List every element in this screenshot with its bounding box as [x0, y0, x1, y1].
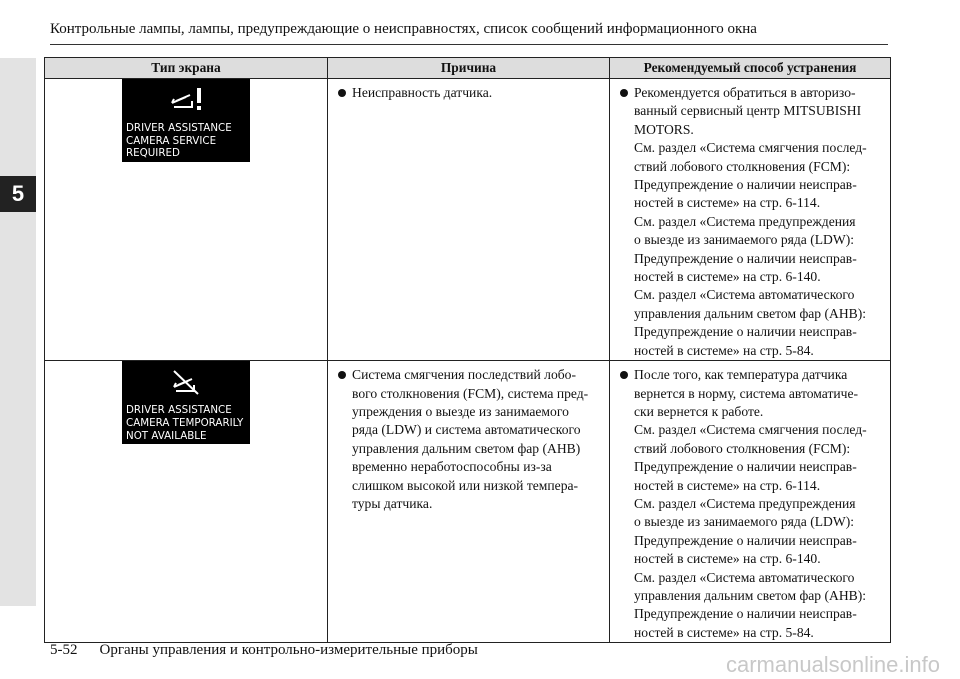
camera-warning-icon: [170, 87, 204, 111]
remedy-line: ностей в системе» на стр. 6-114.: [634, 195, 821, 211]
cause-line: ряда (LDW) и система автоматического: [352, 422, 581, 438]
remedy-line: ствий лобового столкновения (FCM):: [634, 158, 851, 174]
remedy-line: После того, как температура датчика: [634, 367, 848, 383]
column-header-remedy: Рекомендуемый способ устранения: [610, 58, 891, 79]
cause-cell: [328, 79, 610, 361]
remedy-line: См. раздел «Система предупреждения: [634, 495, 856, 511]
cause-line: Неисправность датчика.: [352, 85, 493, 100]
remedy-line: Предупреждение о наличии неисправ-: [634, 177, 857, 193]
bullet-icon: [338, 371, 346, 379]
display-line: CAMERA TEMPORARILY: [126, 416, 244, 429]
camera-unavailable-display: [122, 361, 250, 444]
remedy-line: См. раздел «Система смягчения послед-: [634, 422, 867, 438]
bullet-icon: [338, 89, 346, 97]
remedy-line: о выезде из занимаемого ряда (LDW):: [634, 514, 855, 530]
display-message: [126, 122, 232, 160]
messages-table: [44, 57, 891, 643]
display-line: REQUIRED: [126, 147, 180, 160]
remedy-line: ностей в системе» на стр. 6-140.: [634, 269, 821, 285]
page-number: 5-52: [50, 642, 78, 658]
table-header-row: [45, 58, 891, 79]
header-divider: [50, 44, 888, 45]
column-header-cause: Причина: [328, 58, 610, 79]
cause-cell: [328, 361, 610, 643]
screen-type-cell: [45, 361, 328, 643]
remedy-line: ностей в системе» на стр. 5-84.: [634, 624, 814, 640]
display-message: [126, 404, 243, 442]
display-line: NOT AVAILABLE: [126, 429, 207, 442]
chapter-tab: 5: [0, 176, 36, 212]
remedy-line: ски вернется к работе.: [634, 403, 764, 419]
remedy-line: См. раздел «Система смягчения послед-: [634, 140, 867, 156]
remedy-line: См. раздел «Система автоматического: [634, 569, 855, 585]
column-header-screen-type: Тип экрана: [45, 58, 328, 79]
remedy-line: MOTORS.: [634, 121, 694, 137]
remedy-line: Предупреждение о наличии неисправ-: [634, 606, 857, 622]
page-footer: [50, 642, 478, 659]
remedy-line: управления дальним светом фар (AHB):: [634, 305, 867, 321]
table-row: [45, 361, 891, 643]
camera-unavailable-icon: [170, 369, 204, 395]
remedy-line: См. раздел «Система автоматического: [634, 287, 855, 303]
cause-line: упреждения о выезде из занимаемого: [352, 403, 569, 419]
remedy-line: управления дальним светом фар (AHB):: [634, 587, 867, 603]
display-line: DRIVER ASSISTANCE: [126, 404, 232, 417]
remedy-cell: [610, 79, 891, 361]
display-line: DRIVER ASSISTANCE: [126, 122, 232, 135]
remedy-line: о выезде из занимаемого ряда (LDW):: [634, 232, 855, 248]
remedy-line: ствий лобового столкновения (FCM):: [634, 440, 851, 456]
display-line: CAMERA SERVICE: [126, 134, 217, 147]
page-header-title: Контрольные лампы, лампы, предупреждающие о неисправностях, список сообщений информационного окна: [50, 21, 757, 37]
remedy-cell: [610, 361, 891, 643]
camera-service-display: [122, 79, 250, 162]
cause-line: туры датчика.: [352, 495, 433, 511]
remedy-line: ностей в системе» на стр. 5-84.: [634, 342, 814, 358]
remedy-line: ванный сервисный центр MITSUBISHI: [634, 103, 862, 119]
remedy-line: ностей в системе» на стр. 6-114.: [634, 477, 821, 493]
cause-line: слишком высокой или низкой темпера-: [352, 477, 579, 493]
bullet-icon: [620, 371, 628, 379]
chapter-sidebar: [0, 58, 36, 606]
remedy-line: Предупреждение о наличии неисправ-: [634, 532, 857, 548]
cause-line: вого столкновения (FCM), система пред-: [352, 385, 589, 401]
remedy-line: Предупреждение о наличии неисправ-: [634, 324, 857, 340]
cause-line: временно неработоспособны из-за: [352, 459, 552, 475]
cause-line: Система смягчения последствий лобо-: [352, 367, 576, 383]
bullet-icon: [620, 89, 628, 97]
remedy-line: См. раздел «Система предупреждения: [634, 213, 856, 229]
remedy-line: ностей в системе» на стр. 6-140.: [634, 551, 821, 567]
screen-type-cell: [45, 79, 328, 361]
cause-line: управления дальним светом фар (AHB): [352, 440, 581, 456]
remedy-line: вернется в норму, система автоматиче-: [634, 385, 859, 401]
remedy-line: Предупреждение о наличии неисправ-: [634, 250, 857, 266]
remedy-line: Предупреждение о наличии неисправ-: [634, 459, 857, 475]
watermark: carmanualsonline.info: [725, 652, 940, 677]
remedy-line: Рекомендуется обратиться в авторизо-: [634, 85, 856, 100]
footer-section-title: Органы управления и контрольно-измерительные приборы: [99, 642, 478, 658]
table-row: [45, 79, 891, 361]
